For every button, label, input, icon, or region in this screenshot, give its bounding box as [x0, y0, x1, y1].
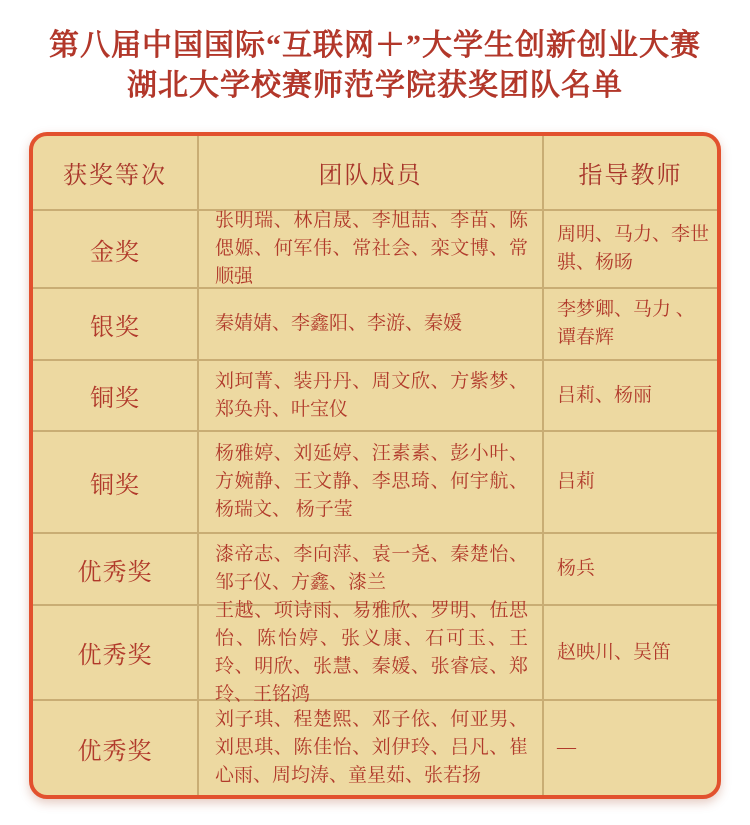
row6-advisors	[544, 606, 717, 701]
row5-members-text: 漆帝志、李向萍、袁一尧、秦楚怡、邹子仪、方鑫、漆兰	[215, 544, 528, 593]
row6-team-members	[199, 599, 544, 705]
page-title-line1: 第八届中国国际“互联网＋”大学生创新创业大赛	[49, 29, 701, 62]
row1-advisors	[544, 211, 717, 289]
header-award-level: 获奖等次	[33, 136, 199, 211]
row2-members-text: 秦婧婧、李鑫阳、李游、秦媛	[215, 313, 463, 334]
row2-team-members	[199, 289, 544, 361]
row2-advisors	[544, 289, 717, 361]
row4-team-members	[199, 432, 544, 534]
row4-members-text: 杨雅婷、刘延婷、汪素素、彭小叶、方婉静、王文静、李思琦、何宇航、杨瑞文、 杨子莹	[215, 443, 528, 520]
row4-award-level: 铜奖	[33, 432, 199, 534]
row1-team-members	[199, 211, 544, 289]
row6-members-text: 王越、项诗雨、易雅欣、罗明、伍思怡、陈怡婷、张义康、石可玉、王玲、明欣、张慧、秦媛、张睿宸、郑玲、王铭鸿	[215, 599, 528, 705]
row3-award-level: 铜奖	[33, 361, 199, 432]
row4-advisors-text: 吕莉	[557, 471, 596, 492]
header-advisors: 指导教师	[544, 136, 717, 211]
row1-advisors-text: 周明、马力、李世骐、杨旸	[557, 224, 710, 273]
row2-advisors-text: 李梦卿、马力 、谭春辉	[557, 299, 695, 348]
row6-advisors-text: 赵映川、吴笛	[557, 641, 672, 663]
header-team-members: 团队成员	[199, 136, 544, 211]
row5-advisors	[544, 534, 717, 606]
row2-award-level: 银奖	[33, 289, 199, 361]
row7-award-level: 优秀奖	[33, 701, 199, 795]
row5-advisors-text: 杨兵	[557, 558, 596, 579]
row7-advisors-text: —	[557, 737, 576, 758]
row5-team-members	[199, 534, 544, 606]
row1-award-level: 金奖	[33, 211, 199, 289]
row3-advisors-text: 吕莉、杨丽	[557, 384, 653, 406]
row3-members-text: 刘珂菁、装丹丹、周文欣、方紫梦、郑奂舟、叶宝仪	[215, 370, 528, 420]
row7-members-text: 刘子琪、程楚熙、邓子依、何亚男、刘思琪、陈佳怡、刘伊玲、吕凡、崔心雨、周均涛、童星茹、张若扬	[215, 709, 528, 786]
row1-members-text: 张明瑞、林启晟、李旭喆、李苗、陈偲嫄、何军伟、常社会、栾文博、常顺强	[215, 210, 528, 287]
row3-team-members	[199, 361, 544, 432]
page-title-line2: 湖北大学校赛师范学院获奖团队名单	[127, 69, 623, 102]
row7-advisors	[544, 701, 717, 795]
row5-award-level: 优秀奖	[33, 534, 199, 606]
row4-advisors	[544, 432, 717, 534]
row7-team-members	[199, 701, 544, 795]
award-table	[29, 132, 721, 799]
page-title	[0, 0, 750, 106]
row3-advisors	[544, 361, 717, 432]
row6-award-level: 优秀奖	[33, 606, 199, 701]
